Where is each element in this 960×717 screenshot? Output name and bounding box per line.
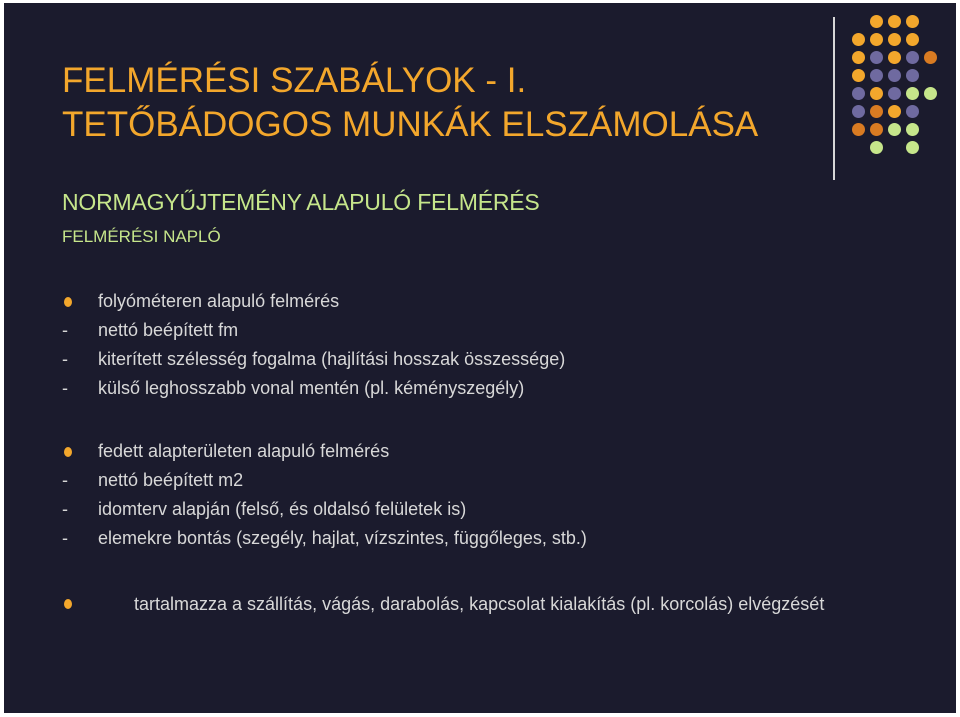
decorative-dot: [852, 69, 865, 82]
decorative-dot: [870, 87, 883, 100]
bullet-text: tartalmazza a szállítás, vágás, darabolás, kapcsolat kialakítás (pl. korcolás) elvégzését: [134, 594, 825, 614]
dash: -: [62, 320, 68, 340]
decorative-dot: [906, 87, 919, 100]
decorative-dot: [888, 87, 901, 100]
bullet-item: [62, 591, 825, 617]
list-item-text: külső leghosszabb vonal mentén (pl. kéményszegély): [98, 378, 525, 398]
decorative-dot: [870, 51, 883, 64]
vertical-divider: [833, 17, 835, 180]
list-item-text: nettó beépített m2: [98, 470, 244, 490]
subtitle: NORMAGYŰJTEMÉNY ALAPULÓ FELMÉRÉS: [62, 189, 540, 215]
decorative-dot: [888, 123, 901, 136]
section-heading: FELMÉRÉSI NAPLÓ: [62, 227, 221, 246]
list-item: [62, 374, 842, 403]
bullet-item: [62, 437, 842, 466]
bullet-icon: [64, 447, 72, 457]
dash: -: [62, 528, 68, 548]
list-item-text: idomterv alapján (felső, és oldalsó felületek is): [98, 499, 467, 519]
list-item: [62, 466, 842, 495]
bullet-text: folyóméteren alapuló felmérés: [98, 291, 340, 311]
decorative-dot: [906, 33, 919, 46]
dash: -: [62, 470, 68, 490]
decorative-dot: [888, 69, 901, 82]
decorative-dot: [870, 105, 883, 118]
dash: -: [62, 499, 68, 519]
decorative-dot: [888, 33, 901, 46]
dash: -: [62, 378, 68, 398]
list-item-text: nettó beépített fm: [98, 320, 239, 340]
decorative-dot: [852, 123, 865, 136]
page-title: [62, 59, 758, 147]
title-line-1: FELMÉRÉSI SZABÁLYOK - I.: [62, 61, 527, 100]
decorative-dot: [888, 51, 901, 64]
decorative-dot: [870, 69, 883, 82]
list-item: [62, 345, 842, 374]
decorative-dot: [906, 69, 919, 82]
slide: [4, 3, 956, 713]
decorative-dot: [906, 105, 919, 118]
decorative-dot: [924, 87, 937, 100]
decorative-dot: [906, 51, 919, 64]
list-item: [62, 524, 842, 553]
decorative-dot: [870, 15, 883, 28]
decorative-dot: [852, 87, 865, 100]
decorative-dot: [906, 123, 919, 136]
section-3: [62, 591, 825, 617]
decorative-dot: [852, 33, 865, 46]
list-item-text: kiterített szélesség fogalma (hajlítási hosszak összessége): [98, 349, 566, 369]
bullet-item: [62, 287, 842, 316]
decorative-dot: [888, 105, 901, 118]
decorative-dot: [906, 15, 919, 28]
decorative-dot: [870, 33, 883, 46]
dash: -: [62, 349, 68, 369]
decorative-dot: [870, 123, 883, 136]
dot-pattern-decoration: [852, 15, 952, 155]
decorative-dot: [888, 15, 901, 28]
section-2: [62, 437, 842, 553]
bullet-text: fedett alapterületen alapuló felmérés: [98, 441, 390, 461]
bullet-icon: [64, 599, 72, 609]
decorative-dot: [870, 141, 883, 154]
decorative-dot: [924, 51, 937, 64]
decorative-dot: [852, 51, 865, 64]
list-item: [62, 495, 842, 524]
decorative-dot: [852, 105, 865, 118]
list-item-text: elemekre bontás (szegély, hajlat, vízszintes, függőleges, stb.): [98, 528, 587, 548]
decorative-dot: [906, 141, 919, 154]
section-1: [62, 287, 842, 403]
list-item: [62, 316, 842, 345]
title-line-2: TETŐBÁDOGOS MUNKÁK ELSZÁMOLÁSA: [62, 105, 759, 144]
bullet-icon: [64, 297, 72, 307]
